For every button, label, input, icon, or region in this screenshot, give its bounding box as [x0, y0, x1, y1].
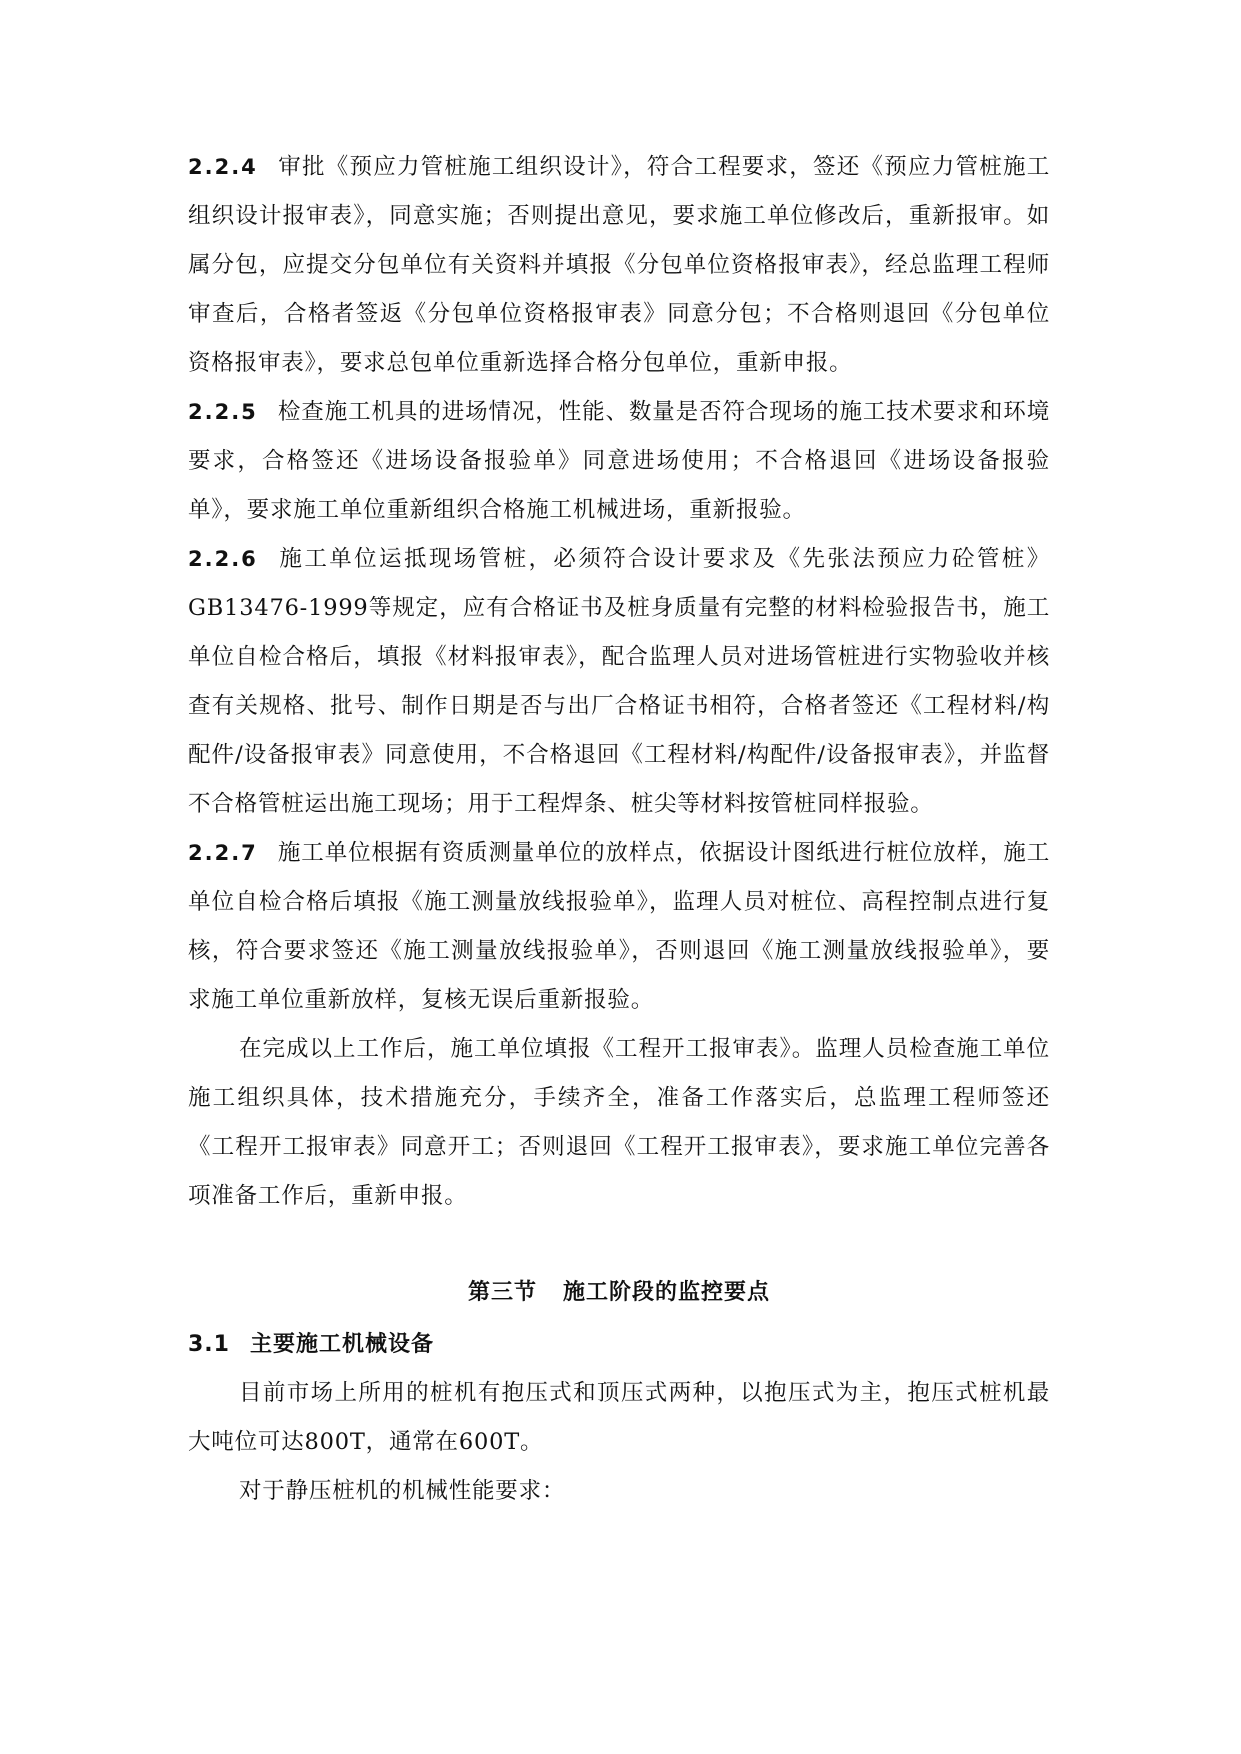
subsection-heading	[188, 1320, 1050, 1369]
clause-2-2-6	[188, 535, 1050, 829]
clause-number: 2.2.7	[188, 841, 258, 865]
body-paragraph: 对于静压桩机的机械性能要求：	[239, 1478, 566, 1504]
clause-text: 施工单位根据有资质测量单位的放样点，依据设计图纸进行桩位放样，施工单位自检合格后填报《施工测量放线报验单》，监理人员对桩位、高程控制点进行复核，符合要求签还《施工测量放线报验单》，否则退回《施工测量放线报验单》，要求施工单位重新放样，复核无误后重新报验。	[188, 840, 1050, 1013]
section-label: 第三节	[467, 1280, 537, 1305]
clause-2-2-5	[188, 388, 1050, 535]
subsection-title: 主要施工机械设备	[249, 1332, 434, 1357]
document-body	[188, 143, 1050, 1516]
body-paragraph: 目前市场上所用的桩机有抱压式和顶压式两种，以抱压式为主，抱压式桩机最大吨位可达800T，通常在600T。	[188, 1380, 1050, 1455]
clause-2-2-7	[188, 829, 1050, 1025]
clause-text: 施工单位运抵现场管桩，必须符合设计要求及《先张法预应力砼管桩》GB13476-1999等规定，应有合格证书及桩身质量有完整的材料检验报告书，施工单位自检合格后，填报《材料报审表》，配合监理人员对进场管桩进行实物验收并核查有关规格、批号、制作日期是否与出厂合格证书相符，合格者签还《工程材料/构配件/设备报审表》同意使用，不合格退回《工程材料/构配件/设备报审表》，并监督不合格管桩运出施工现场；用于工程焊条、桩尖等材料按管桩同样报验。	[188, 546, 1050, 817]
subsection-number: 3.1	[188, 1332, 230, 1357]
clause-number: 2.2.5	[188, 400, 258, 424]
clause-2-2-4	[188, 143, 1050, 388]
clause-text: 审批《预应力管桩施工组织设计》，符合工程要求，签还《预应力管桩施工组织设计报审表》，同意实施；否则提出意见，要求施工单位修改后，重新报审。如属分包，应提交分包单位有关资料并填报《分包单位资格报审表》，经总监理工程师审查后，合格者签返《分包单位资格报审表》同意分包；不合格则退回《分包单位资格报审表》，要求总包单位重新选择合格分包单位，重新申报。	[188, 154, 1050, 376]
clause-number: 2.2.6	[188, 547, 258, 571]
summary-paragraph: 在完成以上工作后，施工单位填报《工程开工报审表》。监理人员检查施工单位施工组织具体，技术措施充分，手续齐全，准备工作落实后，总监理工程师签还《工程开工报审表》同意开工；否则退回《工程开工报审表》，要求施工单位完善各项准备工作后，重新申报。	[188, 1036, 1050, 1209]
section-title: 施工阶段的监控要点	[563, 1280, 771, 1305]
clause-number: 2.2.4	[188, 155, 258, 179]
section-heading	[188, 1268, 1050, 1317]
clause-text: 检查施工机具的进场情况，性能、数量是否符合现场的施工技术要求和环境要求，合格签还《进场设备报验单》同意进场使用；不合格退回《进场设备报验单》，要求施工单位重新组织合格施工机械进场，重新报验。	[188, 399, 1050, 523]
